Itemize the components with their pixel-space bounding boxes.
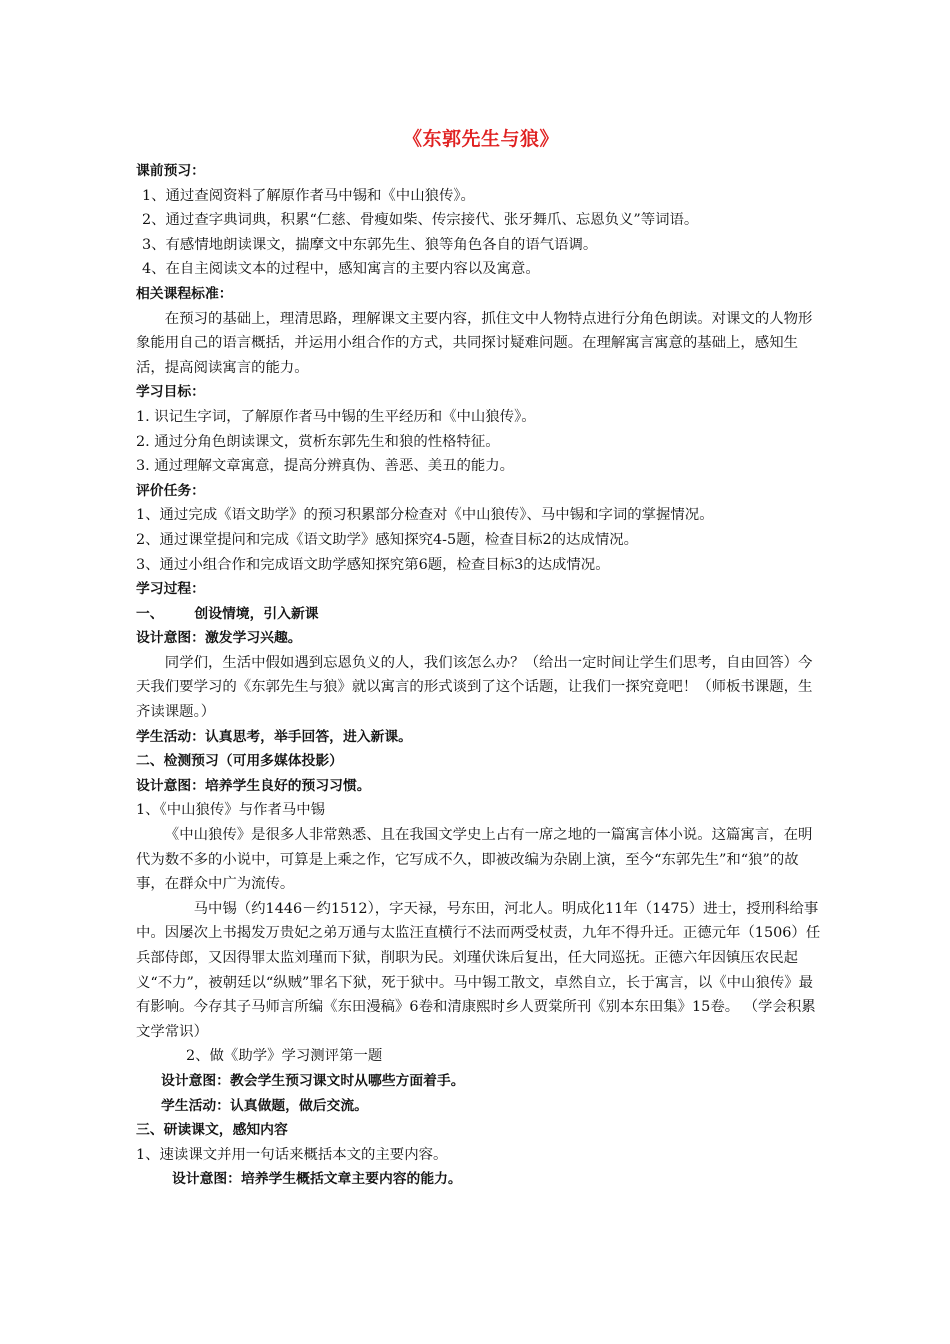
section-3-heading: 三、研读课文，感知内容: [136, 1122, 288, 1139]
section-1-activity: 学生活动：认真思考，举手回答，进入新课。: [136, 728, 412, 745]
section-2-activity-2: 学生活动：认真做题，做后交流。: [161, 1097, 368, 1114]
section-2-intent-2: 设计意图：教会学生预习课文时从哪些方面着手。: [161, 1072, 465, 1089]
section-2-sub-2: 2、做《助学》学习测评第一题: [186, 1048, 383, 1065]
preview-heading: 课前预习：: [136, 163, 205, 179]
section-2-text-1: 《中山狼传》是很多人非常熟悉、且在我国文学史上占有一席之地的一篇寓言体小说。这篇寓言，在明代为数不多的小说中，可算是上乘之作，它写成不久，即被改编为杂剧上演，至今“东郭先生”和“狼”的故事，在群众中广为流传。: [136, 827, 813, 893]
preview-item-1: 1、通过查阅资料了解原作者马中锡和《中山狼传》。: [142, 187, 475, 204]
standard-heading: 相关课程标准：: [136, 285, 233, 302]
task-item-1: 1、通过完成《语文助学》的预习积累部分检查对《中山狼传》、马中锡和字词的掌握情况。: [136, 507, 714, 524]
section-1-text: 同学们，生活中假如遇到忘恩负义的人，我们该怎么办？（给出一定时间让学生们思考，自由回答）今天我们要学习的《东郭先生与狼》就以寓言的形式谈到了这个话题，让我们一探究竟吧！（师板书课题，生齐读课题。）: [136, 654, 813, 721]
preview-item-2: 2、通过查字典词典，积累“仁慈、骨瘦如柴、传宗接代、张牙舞爪、忘恩负义”等词语。: [142, 212, 699, 229]
section-2-intent: 设计意图：培养学生良好的预习习惯。: [136, 777, 371, 794]
preview-item-4: 4、在自主阅读文本的过程中，感知寓言的主要内容以及寓意。: [142, 261, 540, 278]
section-2-sub-1: 1、《中山狼传》与作者马中锡: [136, 802, 326, 819]
page-title: 《东郭先生与狼》: [402, 128, 559, 150]
task-item-3: 3、通过小组合作和完成语文助学感知探究第6题，检查目标3的达成情况。: [136, 556, 610, 573]
preview-item-3: 3、有感情地朗读课文，揣摩文中东郭先生、狼等角色各自的语气语调。: [142, 236, 598, 253]
goals-heading: 学习目标：: [136, 384, 205, 401]
document-page: [136, 124, 826, 1192]
section-3-sub-1: 1、速读课文并用一句话来概括本文的主要内容。: [136, 1146, 448, 1163]
section-3-intent: 设计意图：培养学生概括文章主要内容的能力。: [172, 1171, 462, 1188]
task-item-2: 2、通过课堂提问和完成《语文助学》感知探究4-5题，检查目标2的达成情况。: [136, 531, 638, 548]
goal-item-3: 3. 通过理解文章寓意，提高分辨真伪、善恶、美丑的能力。: [136, 458, 515, 475]
goal-item-2: 2. 通过分角色朗读课文，赏析东郭先生和狼的性格特征。: [136, 433, 500, 450]
section-2-heading: 二、检测预习（可用多媒体投影）: [136, 753, 343, 770]
standard-text: 在预习的基础上，理清思路，理解课文主要内容，抓住文中人物特点进行分角色朗读。对课文的人物形象能用自己的语言概括，并运用小组合作的方式，共同探讨疑难问题。在理解寓言寓意的基础上，感知生活，提高阅读寓言的能力。: [136, 310, 813, 376]
section-1-intent: 设计意图：激发学习兴趣。: [136, 630, 302, 647]
section-2-text-2: 马中锡（约1446－约1512），字天禄，号东田，河北人。明成化11年（1475）进士，授刑科给事中。因屡次上书揭发万贵妃之弟万通与太监汪直横行不法而两受杖责，九年不得升迁。正德元年（1506）任兵部侍郎，又因得罪太监刘瑾而下狱，削职为民。刘瑾伏诛后复出，任大同巡抚。正德六年因镇压农民起义“不力”，被朝廷以“纵贼”罪名下狱，死于狱中。马中锡工散文，卓然自立，长于寓言，以《中山狼传》最有影响。今存其子马师言所编《东田漫稿》6卷和清康熙时乡人贾棠所刊《别本东田集》15卷。 （学会积累文学常识）: [136, 900, 821, 1040]
goal-item-1: 1. 识记生字词，了解原作者马中锡的生平经历和《中山狼传》。: [136, 408, 536, 425]
tasks-heading: 评价任务：: [136, 482, 205, 499]
section-1-heading: 一、 创设情境，引入新课: [136, 605, 319, 622]
process-heading: 学习过程：: [136, 581, 205, 598]
